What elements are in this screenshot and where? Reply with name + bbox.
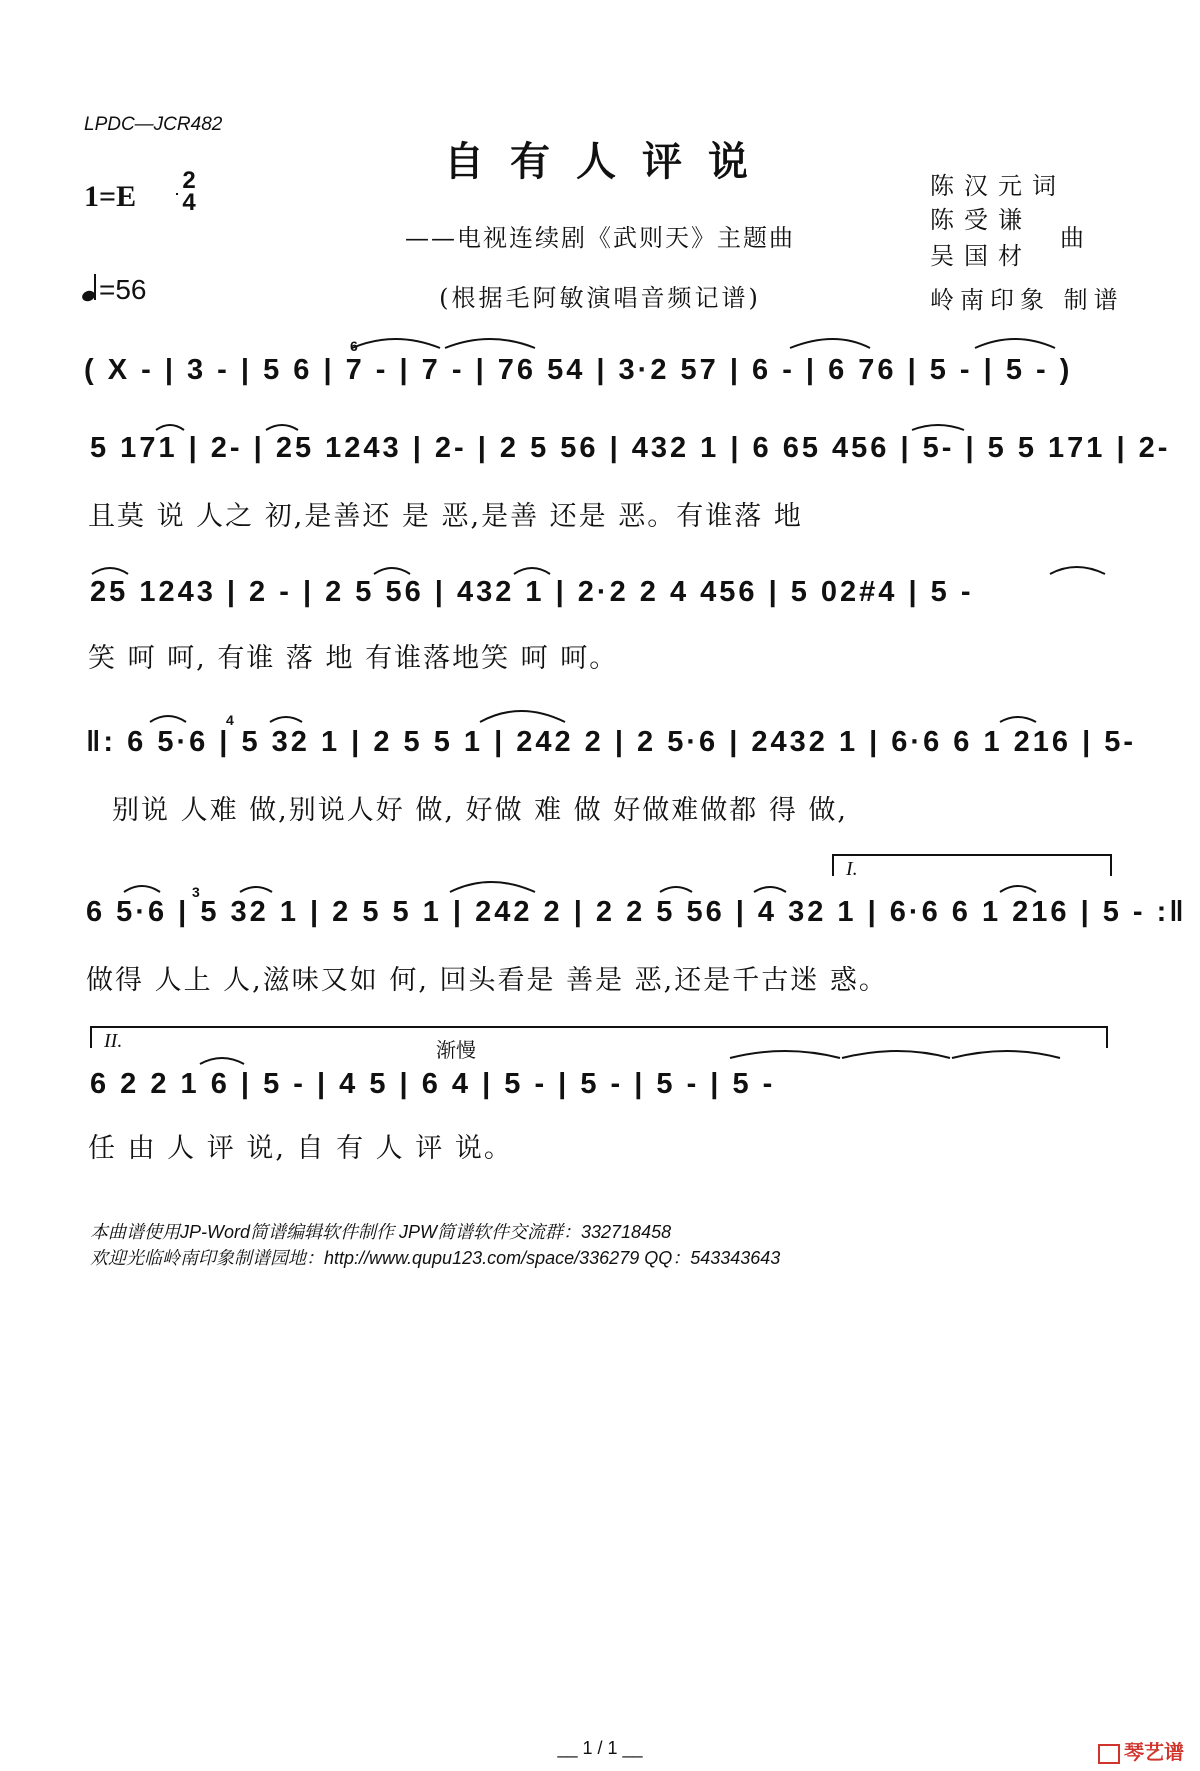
grace-note-1: 6 bbox=[350, 338, 358, 354]
time-change-3: 3 bbox=[192, 884, 200, 900]
score-line-3: 25 1243 | 2 - | 2 5 56 | 432 1 | 2·2 2 4 456 | 5 02#4 | 5 - bbox=[90, 576, 974, 608]
composer-1: 陈受谦 bbox=[930, 206, 1032, 234]
song-subtitle: ——电视连续剧《武则天》主题曲 bbox=[405, 224, 795, 252]
lyrics-line-5: 做得 人上 人,滋味又如 何, 回头看是 善是 恶,还是千古迷 惑。 bbox=[86, 965, 888, 996]
lyrics-line-6: 任 由 人 评 说, 自 有 人 评 说。 bbox=[88, 1133, 513, 1164]
tempo-mark: =56 bbox=[82, 274, 147, 306]
footer-line-2: 欢迎光临岭南印象制谱园地：http://www.qupu123.com/space/336279 QQ：543343643 bbox=[90, 1248, 781, 1268]
score-line-1: ( X - | 3 - | 5 6 | 7 - | 7 - | 76 54 | 3·2 57 | 6 - | 6 76 | 5 - | 5 - ) bbox=[84, 354, 1073, 386]
key-signature: 1=E bbox=[84, 180, 137, 213]
ritardando-mark: 渐慢 bbox=[436, 1038, 476, 1062]
volta-1-label: I. bbox=[846, 858, 858, 880]
lyricist-credit: 陈汉元词 bbox=[930, 172, 1066, 200]
footer-line-1: 本曲谱使用JP-Word简谱编辑软件制作 JPW简谱软件交流群：332718458 bbox=[90, 1222, 672, 1242]
lyrics-line-3: 笑 呵 呵, 有谁 落 地 有谁落地笑 呵 呵。 bbox=[88, 643, 619, 674]
logo-icon bbox=[1098, 1744, 1120, 1764]
transcription-note: (根据毛阿敏演唱音频记谱) bbox=[439, 284, 761, 312]
page-number: __ 1 / 1 __ bbox=[557, 1738, 643, 1758]
score-line-2: 5 171 | 2- | 25 1243 | 2- | 2 5 56 | 432 1 | 6 65 456 | 5- | 5 5 171 | 2- bbox=[90, 432, 1171, 464]
volta-2-label: II. bbox=[104, 1030, 123, 1052]
arranger-credit: 岭南印象 制谱 bbox=[930, 286, 1124, 314]
time-bottom: 4 bbox=[182, 189, 196, 216]
composer-suffix: 曲 bbox=[1060, 224, 1094, 252]
lyrics-line-4: 别说 人难 做,别说人好 做, 好做 难 做 好做难做都 得 做, bbox=[112, 795, 848, 826]
time-top: 2 bbox=[182, 167, 196, 194]
score-line-4: ‖: 6 5·6 | 5 32 1 | 2 5 5 1 | 242 2 | 2 5·6 | 2432 1 | 6·6 6 1 216 | 5- bbox=[86, 726, 1137, 758]
site-logo: 琴艺谱 bbox=[1098, 1736, 1184, 1765]
song-title: 自有人评说 bbox=[444, 138, 774, 185]
score-line-6: 6 2 2 1 6 | 5 - | 4 5 | 6 4 | 5 - | 5 - | 5 - | 5 - bbox=[90, 1068, 776, 1100]
composer-2: 吴国材 bbox=[930, 242, 1032, 270]
lyrics-line-2: 且莫 说 人之 初,是善还 是 恶,是善 还是 恶。有谁落 地 bbox=[88, 501, 803, 532]
score-line-5: 6 5·6 | 5 32 1 | 2 5 5 1 | 242 2 | 2 2 5 56 | 4 32 1 | 6·6 6 1 216 | 5 - :‖ bbox=[86, 896, 1187, 928]
score-code: LPDC—JCR482 bbox=[84, 114, 223, 135]
time-change-4: 4 bbox=[226, 712, 234, 728]
